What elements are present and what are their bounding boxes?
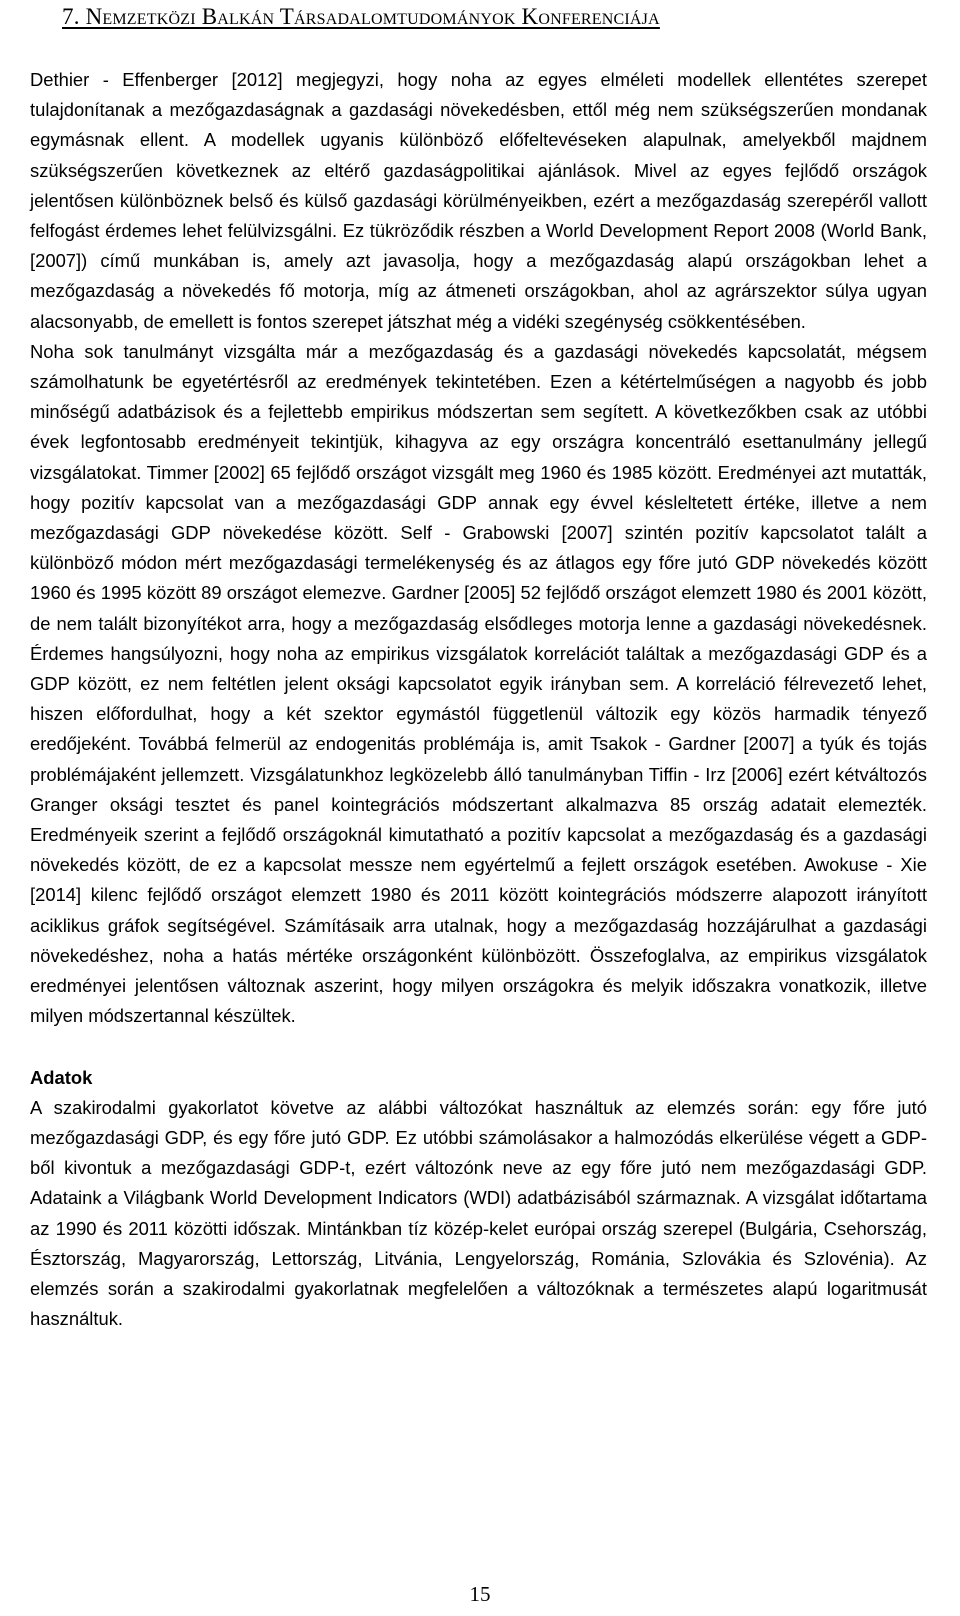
page-body	[30, 65, 927, 1334]
conference-header: 7. Nemzetközi Balkán Társadalomtudományok Konferenciája	[62, 4, 660, 29]
paragraph: Dethier - Effenberger [2012] megjegyzi, hogy noha az egyes elméleti modellek ellentétes szerepet tulajdonítanak a mezőgazdaságnak a gazdasági növekedésben, ettől még nem szükségszerűen mondanak egymásnak ellent. A modellek ugyanis különböző előfeltevéseken alapulnak, amelyekből majdnem szükségszerűen következnek az eltérő gazdaságpolitikai ajánlások. Mivel az egyes fejlődő országok jelentősen különböznek belső és külső gazdasági körülményeikben, ezért a mezőgazdaság szerepéről vallott felfogást érdemes lehet felülvizsgálni. Ez tükröződik részben a World Development Report 2008 (World Bank, [2007]) című munkában is, amely azt javasolja, hogy a mezőgazdaság alapú országokban lehet a mezőgazdaság a növekedés fő motorja, míg az átmeneti országokban, ahol az agrárszektor súlya ugyan alacsonyabb, de emellett is fontos szerepet játszhat még a vidéki szegénység csökkentésében.	[30, 69, 927, 332]
page-number: 15	[469, 1582, 491, 1606]
section-heading: Adatok	[30, 1066, 93, 1088]
paragraph: A szakirodalmi gyakorlatot követve az alábbi változókat használtuk az elemzés során: egy főre jutó mezőgazdasági GDP, és egy főre jutó GDP. Ez utóbbi számolásakor a halmozódás elkerülése végett a GDP-ből kivontuk a mezőgazdasági GDP-t, ezért változónk neve az egy főre jutó nem mezőgazdasági GDP. Adataink a Világbank World Development Indicators (WDI) adatbázisából származnak. A vizsgálat időtartama az 1990 és 2011 közötti időszak. Mintánkban tíz közép-kelet európai ország szerepel (Bulgária, Csehország, Észtország, Magyarország, Lettország, Litvánia, Lengyelország, Románia, Szlovákia és Szlovénia). Az elemzés során a szakirodalmi gyakorlatnak megfelelően a változóknak a természetes alapú logaritmusát használtuk.	[30, 1096, 927, 1330]
paragraph: Noha sok tanulmányt vizsgálta már a mezőgazdaság és a gazdasági növekedés kapcsolatát, mégsem számolhatunk be egyetértésről az eredmények tekintetében. Ezen a kétértelműségen a nagyobb és jobb minőségű adatbázisok és a fejlettebb empirikus módszertan sem segített. A következőkben csak az utóbbi évek legfontosabb eredményeit tekintjük, kihagyva az egy országra koncentráló esettanulmány jellegű vizsgálatokat. Timmer [2002] 65 fejlődő országot vizsgált meg 1960 és 1985 között. Eredményei azt mutatták, hogy pozitív kapcsolat van a mezőgazdasági GDP annak egy évvel késleltetett értéke, illetve a nem mezőgazdasági GDP növekedése között. Self - Grabowski [2007] szintén pozitív kapcsolatot talált a különböző módon mért mezőgazdasági termelékenység és az átlagos egy főre jutó GDP növekedés között 1960 és 1995 között 89 országot elemezve. Gardner [2005] 52 fejlődő országot elemzett 1980 és 2001 között, de nem talált bizonyítékot arra, hogy a mezőgazdaság elsődleges motorja lenne a gazdasági növekedésnek. Érdemes hangsúlyozni, hogy noha az empirikus vizsgálatok korrelációt találtak a mezőgazdasági GDP és a GDP között, ez nem feltétlen jelent oksági kapcsolatot egyik irányban sem. A korreláció félrevezető lehet, hiszen előfordulhat, hogy a két szektor egymástól függetlenül változik egy közös harmadik tényező eredőjeként. Továbbá felmerül az endogenitás problémája is, amit Tsakok - Gardner [2007] a tyúk és tojás problémájaként jellemzett. Vizsgálatunkhoz legközelebb álló tanulmányban Tiffin - Irz [2006] ezért kétváltozós Granger oksági tesztet és panel kointegrációs módszertant alkalmazva 85 ország adatait elemezték. Eredményeik szerint a fejlődő országoknál kimutatható a pozitív kapcsolat a mezőgazdaság és a gazdasági növekedés között, de ez a kapcsolat messze nem egyértelmű a fejlett országok esetében. Awokuse - Xie [2014] kilenc fejlődő országot elemzett 1980 és 2011 között kointegrációs módszerre alapozott irányított aciklikus gráfok segítségével. Számításaik arra utalnak, hogy a mezőgazdaság hozzájárulhat a gazdasági növekedéshez, noha a hatás mértéke országonként különbözött. Összefoglalva, az empirikus vizsgálatok eredményei jelentősen változnak aszerint, hogy milyen országokra és melyik időszakra vonatkozik, illetve milyen módszertannal készültek.	[30, 340, 927, 1027]
